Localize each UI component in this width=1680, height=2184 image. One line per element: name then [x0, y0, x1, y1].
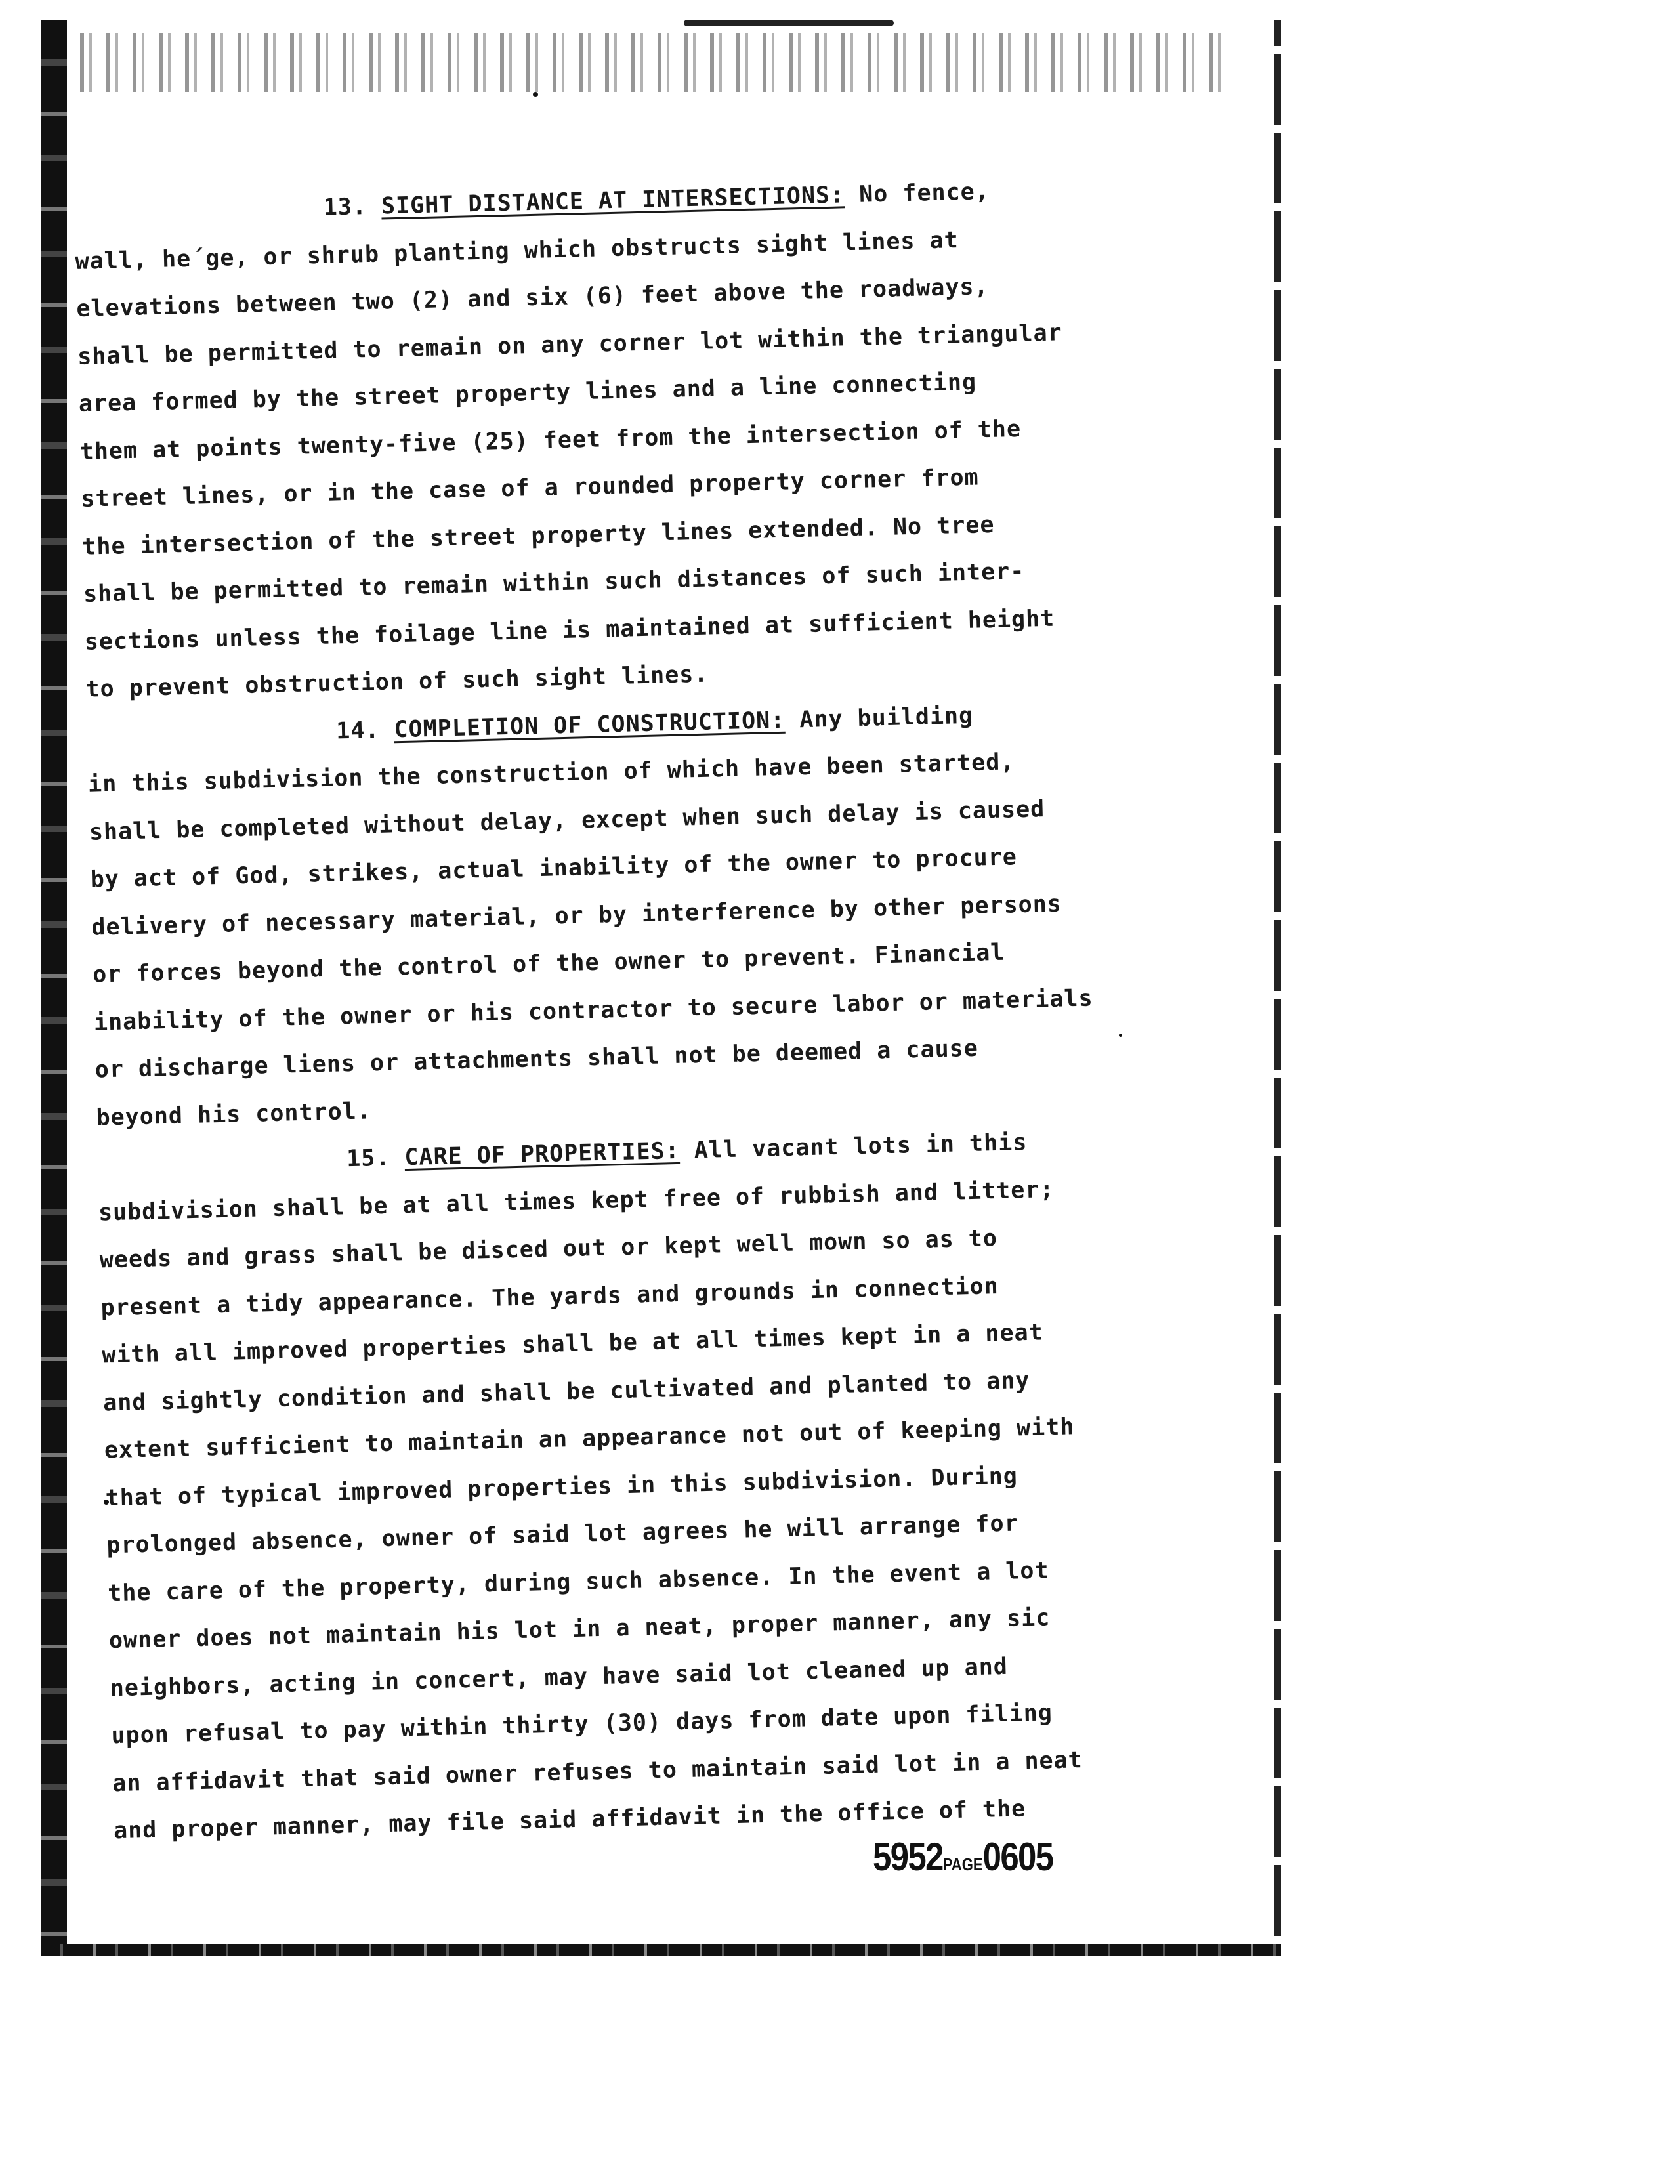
page-number: 0605	[982, 1835, 1053, 1879]
text-line: wall, he´ge, or shrub planting which obstructs sight lines at	[75, 226, 959, 275]
paragraph-lead: No fence,	[858, 178, 990, 208]
text-line: subdivision shall be at all times kept free of rubbish and litter;	[98, 1176, 1055, 1227]
paragraph-lead: All vacant lots in this	[694, 1129, 1028, 1164]
text-line: upon refusal to pay within thirty (30) days from date upon filing	[111, 1700, 1053, 1750]
paragraph-heading: COMPLETION OF CONSTRUCTION:	[394, 707, 786, 743]
document-body	[74, 163, 1229, 1855]
text-line: extent sufficient to maintain an appearance not out of keeping with	[104, 1414, 1075, 1464]
text-line: present a tidy appearance. The yards and grounds in connection	[100, 1272, 999, 1321]
page-label: PAGE	[942, 1855, 983, 1874]
text-line: and sightly condition and shall be cultivated and planted to any	[102, 1367, 1030, 1416]
book-number: 5952	[873, 1835, 943, 1879]
text-line: beyond his control.	[96, 1097, 372, 1131]
text-line: shall be permitted to remain within such distances of such inter-	[83, 558, 1025, 608]
paragraph-number: 13.	[323, 194, 368, 221]
text-line: inability of the owner or his contractor to secure labor or materials	[93, 984, 1093, 1036]
text-line: or forces beyond the control of the owner to prevent. Financial	[92, 939, 1005, 988]
scan-bottom-border	[41, 1944, 1281, 1956]
scan-right-border	[1274, 20, 1281, 1956]
text-line: neighbors, acting in concert, may have said lot cleaned up and	[110, 1653, 1009, 1702]
text-line: owner does not maintain his lot in a neat, proper manner, any sic	[108, 1605, 1051, 1654]
paragraph-number: 15.	[346, 1144, 390, 1173]
scan-left-border	[41, 20, 67, 1956]
text-line: area formed by the street property lines and a line connecting	[78, 369, 977, 417]
text-line: that of typical improved properties in this subdivision. During	[105, 1462, 1018, 1511]
text-line: and proper manner, may file said affidavit in the office of the	[113, 1796, 1026, 1845]
text-line: by act of God, strikes, actual inability of the owner to procure	[90, 844, 1018, 893]
text-line: shall be permitted to remain on any corner lot within the triangular	[77, 319, 1063, 370]
text-line: an affidavit that said owner refuses to maintain said lot in a neat	[112, 1746, 1083, 1797]
text-line: with all improved properties shall be at all times kept in a neat	[101, 1319, 1044, 1369]
text-line: in this subdivision the construction of which have been started,	[87, 749, 1015, 798]
paragraph-heading: CARE OF PROPERTIES:	[404, 1137, 681, 1171]
scan-top-smudge	[684, 20, 894, 26]
paragraph-number: 14.	[335, 717, 380, 744]
text-line: the intersection of the street property lines extended. No tree	[81, 511, 995, 560]
text-line: them at points twenty-five (25) feet from the intersection of the	[79, 415, 1022, 465]
book-page-stamp	[873, 1834, 1053, 1880]
scan-speck	[533, 92, 538, 97]
text-line: the care of the property, during such absence. In the event a lot	[107, 1557, 1049, 1606]
text-line: weeds and grass shall be disced out or kept well mown so as to	[99, 1225, 998, 1274]
text-line: elevations between two (2) and six (6) feet above the roadways,	[75, 273, 990, 322]
text-line: shall be completed without delay, except when such delay is caused	[89, 795, 1045, 846]
text-line: sections unless the foilage line is maintained at sufficient height	[84, 605, 1055, 656]
text-line: or discharge liens or attachments shall not be deemed a cause	[94, 1035, 979, 1083]
text-line: prolonged absence, owner of said lot agrees he will arrange for	[106, 1510, 1020, 1559]
text-line: to prevent obstruction of such sight lines.	[85, 661, 709, 703]
text-line: street lines, or in the case of a rounded property corner from	[81, 464, 980, 513]
paragraph-heading: SIGHT DISTANCE AT INTERSECTIONS:	[381, 182, 845, 220]
text-line: delivery of necessary material, or by interference by other persons	[91, 891, 1062, 941]
paragraph-lead: Any building	[799, 702, 974, 733]
scan-top-noise	[80, 33, 1235, 92]
